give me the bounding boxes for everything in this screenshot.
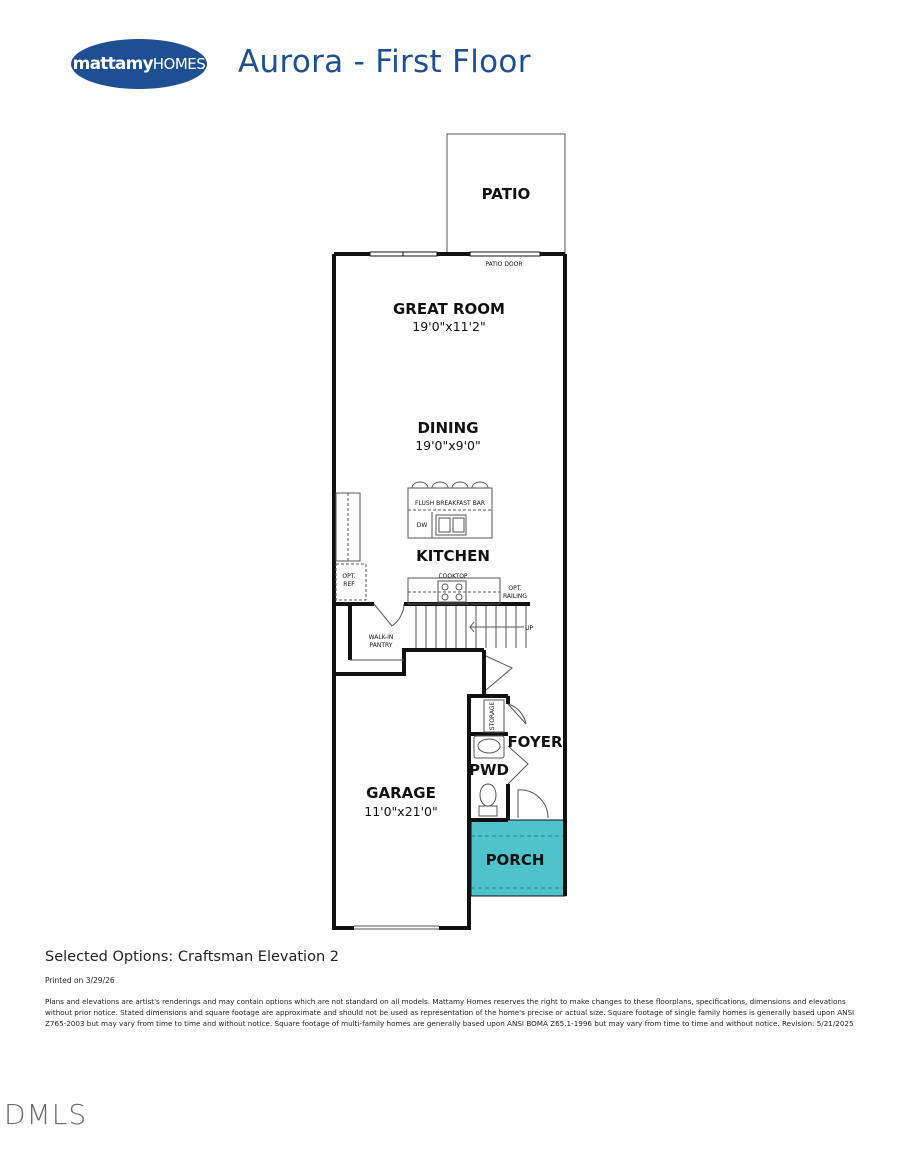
great-room-dimensions: 19'0"x11'2" bbox=[412, 319, 486, 334]
walk-in-label-1: WALK-IN bbox=[368, 634, 394, 641]
walk-in-label-2: PANTRY bbox=[369, 642, 393, 649]
garage-label: GARAGE bbox=[366, 784, 436, 802]
printed-date: Printed on 3/29/26 bbox=[45, 976, 115, 985]
breakfast-bar-label: FLUSH BREAKFAST BAR bbox=[414, 500, 486, 507]
opt-railing-label-2: RAILING bbox=[502, 593, 528, 600]
opt-railing-label-1: OPT. bbox=[508, 585, 522, 592]
powder-room-label: PWD bbox=[469, 761, 509, 779]
opt-ref-label-2: REF bbox=[343, 581, 355, 588]
disclaimer-text: Plans and elevations are artist's renderings and may contain options which are not standard on all models. Mattamy Homes reserves the right to make changes to these floorplans, specifications, dimensions and elevations without prior notice. Stated dimensions and square footage are approximate and should not be used as representation of the home's precise or actual size. Square footage of single family homes is generally based upon ANSI Z765-2003 but may vary from time to time and without notice. Square footage of multi-family homes are generally based upon ANSI BOMA Z65.1-1996 but may vary from time to time and without notice. Revision: 5/21/2025 bbox=[45, 997, 855, 1028]
opt-ref-label-1: OPT. bbox=[342, 573, 356, 580]
great-room-label: GREAT ROOM bbox=[393, 300, 505, 318]
dining-dimensions: 19'0"x9'0" bbox=[415, 438, 481, 453]
kitchen-label: KITCHEN bbox=[416, 547, 490, 565]
cooktop-counter bbox=[408, 578, 500, 604]
logo-text-bold: mattamy bbox=[72, 54, 153, 74]
kitchen-island bbox=[408, 482, 492, 538]
foyer-label: FOYER bbox=[507, 733, 563, 751]
storage-label: STORAGE bbox=[489, 701, 496, 731]
selected-options: Selected Options: Craftsman Elevation 2 bbox=[45, 949, 339, 965]
patio-label: PATIO bbox=[481, 185, 531, 203]
dining-label: DINING bbox=[417, 419, 479, 437]
logo-text-light: HOMES bbox=[152, 55, 206, 73]
stairs bbox=[416, 606, 526, 648]
garage-dimensions: 11'0"x21'0" bbox=[364, 804, 438, 819]
porch-label: PORCH bbox=[485, 851, 545, 869]
dishwasher-label: DW bbox=[416, 522, 428, 529]
mls-watermark: DMLS bbox=[4, 1098, 88, 1131]
patio-door-label: PATIO DOOR bbox=[485, 261, 523, 268]
stairs-up-label: UP bbox=[524, 625, 534, 632]
cooktop-label: COOKTOP bbox=[438, 573, 468, 580]
page-title: Aurora - First Floor bbox=[238, 44, 531, 80]
